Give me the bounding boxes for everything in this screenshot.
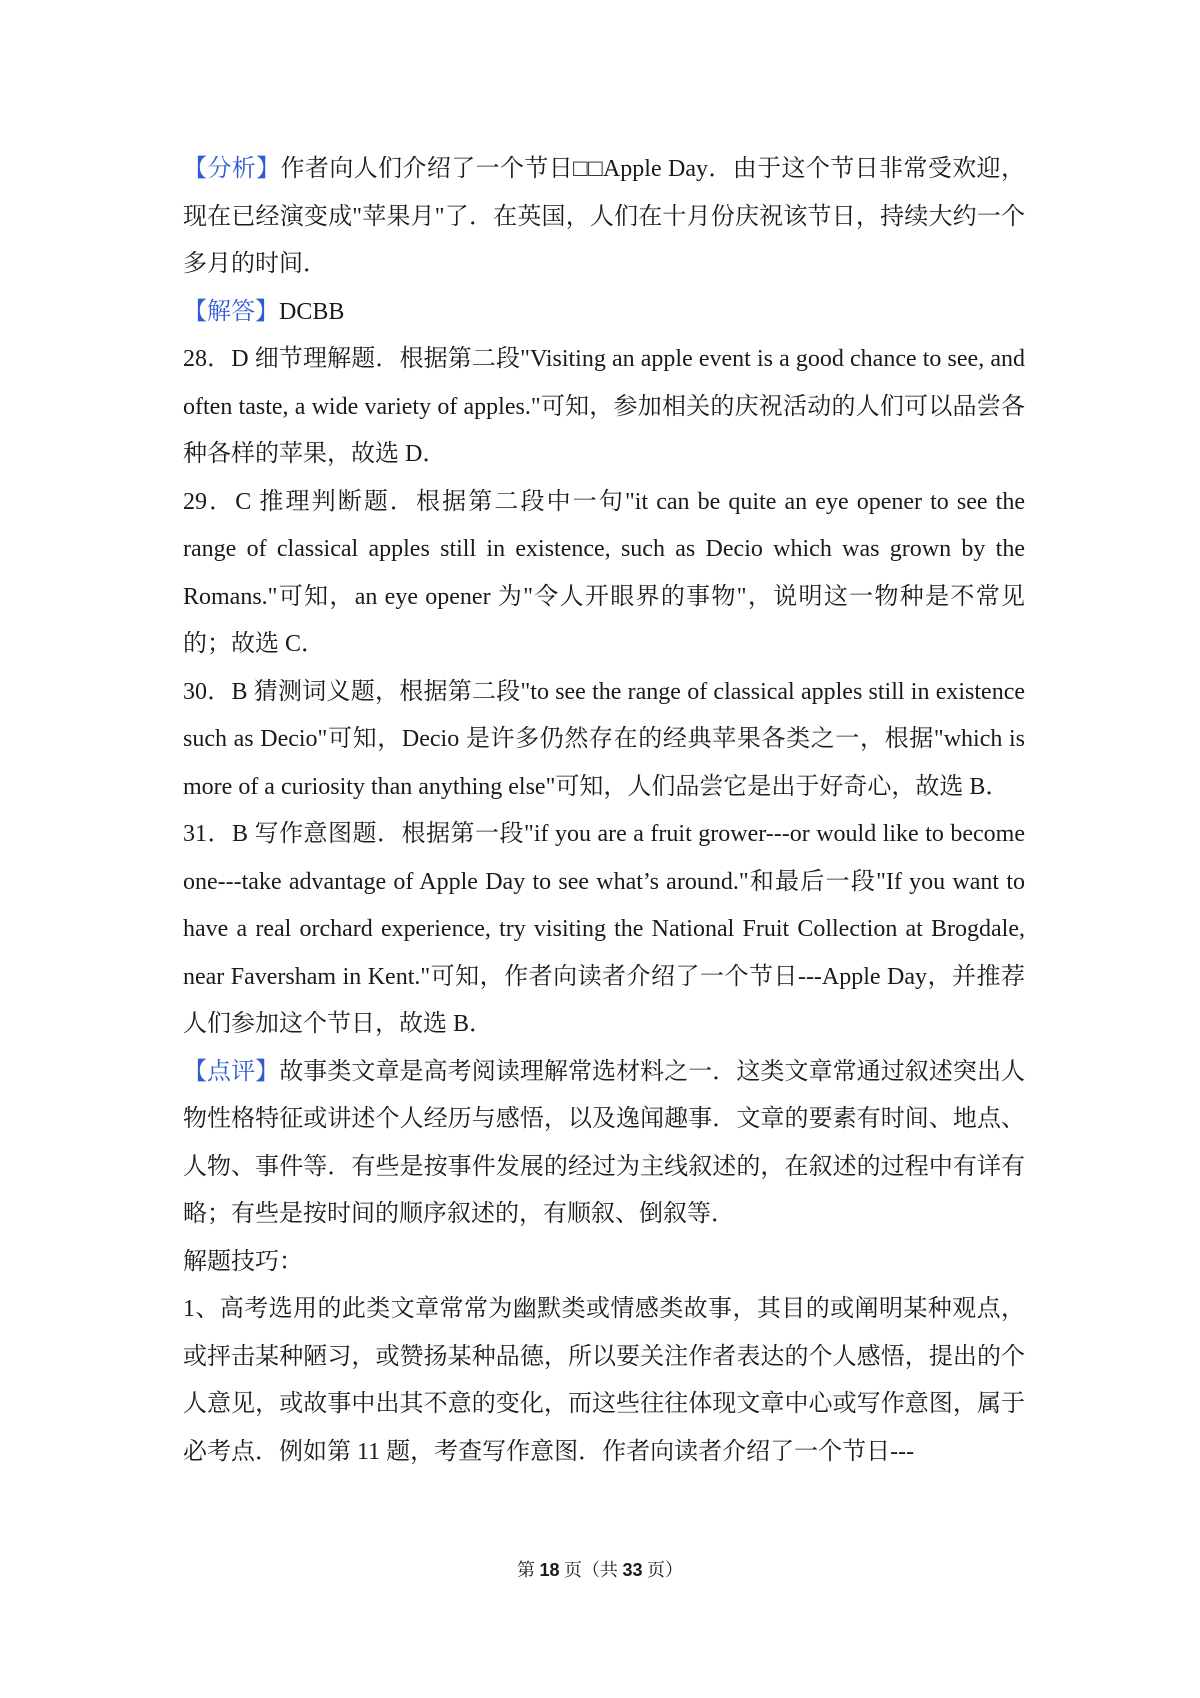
- explanation-30: 30．B 猜测词义题，根据第二段"to see the range of classical apples still in existence such as Decio"可知，Decio 是许多仍然存在的经典苹果各类之一，根据"which is more of a curiosity than anything else"可知，人们品尝它是出于好奇心，故选 B．: [183, 678, 1025, 800]
- comment-tag: 【点评】: [183, 1058, 280, 1085]
- analysis-paragraph: [183, 146, 1025, 289]
- answer-paragraph: [183, 289, 1025, 337]
- answer-tag: 【解答】: [183, 298, 279, 325]
- comment-text: 故事类文章是高考阅读理解常选材料之一．这类文章常通过叙述突出人物性格特征或讲述个人经历与感悟，以及逸闻趣事．文章的要素有时间、地点、人物、事件等．有些是按事件发展的经过为主线叙述的，在叙述的过程中有详有略；有些是按时间的顺序叙述的，有顺叙、倒叙等．: [183, 1058, 1026, 1227]
- tips-item-1: 1、高考选用的此类文章常常为幽默类或情感类故事，其目的或阐明某种观点，或抨击某种陋习，或赞扬某种品德，所以要关注作者表达的个人感悟，提出的个人意见，或故事中出其不意的变化，而这些往往体现文章中心或写作意图，属于必考点．例如第 11 题，考查写作意图．作者向读者介绍了一个节日---: [183, 1296, 1025, 1465]
- explanation-28: 28．D 细节理解题．根据第二段"Visiting an apple event is a good chance to see, and often taste, a wide variety of apples."可知，参加相关的庆祝活动的人们可以品尝各种各样的苹果，故选 D．: [183, 346, 1025, 467]
- explanation-31: 31．B 写作意图题．根据第一段"if you are a fruit grower---or would like to become one---take advantage of Apple Day to see what’s around."和最后一段"If you want to have a real orchard experience, try visiting the National Fruit Collection at Brogdale, near Faversham in Kent."可知，作者向读者介绍了一个节日---Apple Day，并推荐人们参加这个节日，故选 B．: [183, 821, 1025, 1037]
- footer-page-number: 18: [539, 1560, 560, 1580]
- explanation-29: 29．C 推理判断题．根据第二段中一句"it can be quite an eye opener to see the range of classical apples still in existence, such as Decio which was grown by the Romans."可知，an eye opener 为"令人开眼界的事物"，说明这一物种是不常见的；故选 C．: [183, 488, 1025, 657]
- tips-heading: 解题技巧：: [183, 1248, 303, 1275]
- analysis-tag: 【分析】: [183, 156, 281, 182]
- analysis-text: 作者向人们介绍了一个节日□□Apple Day．由于这个节日非常受欢迎，现在已经演变成"苹果月"了．在英国，人们在十月份庆祝该节日，持续大约一个多月的时间．: [183, 156, 1025, 277]
- answer-text: DCBB: [279, 298, 345, 325]
- page-footer: [0, 1556, 1200, 1584]
- page-content: [183, 146, 1025, 1476]
- footer-middle: 页（共: [564, 1560, 618, 1580]
- comment-paragraph: [183, 1049, 1025, 1239]
- footer-total-pages: 33: [622, 1560, 643, 1580]
- footer-prefix: 第: [516, 1560, 535, 1580]
- footer-suffix: 页）: [647, 1560, 684, 1580]
